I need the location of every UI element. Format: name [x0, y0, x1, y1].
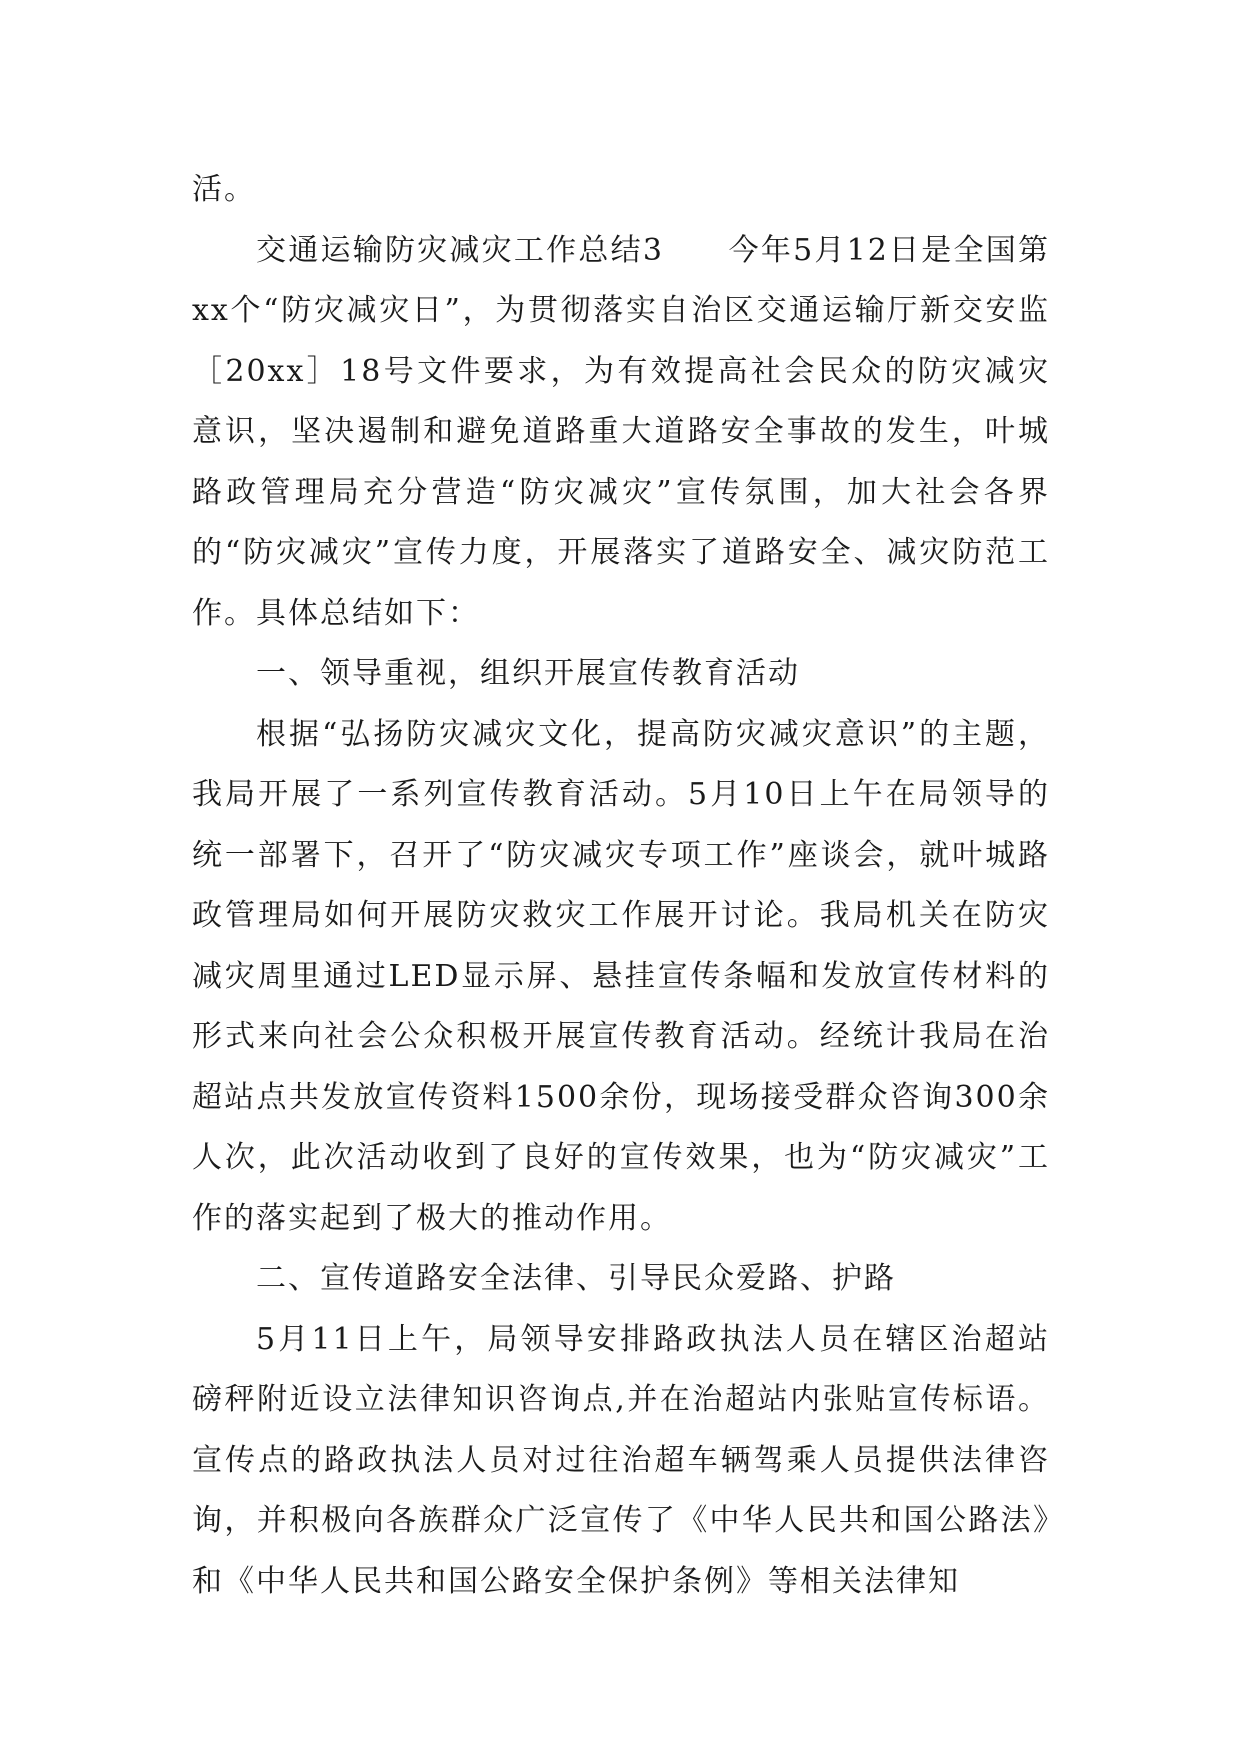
section-heading-1: 一、领导重视，组织开展宣传教育活动 [256, 656, 800, 691]
paragraph-continuation: 活。 [192, 172, 256, 207]
paragraph-section-1: 根据“弘扬防灾减灾文化，提高防灾减灾意识”的主题，我局开展了一系列宣传教育活动。5月10日上午在局领导的统一部署下，召开了“防灾减灾专项工作”座谈会，就叶城路政管理局如何开展防灾救灾工作展开讨论。我局机关在防灾减灾周里通过LED显示屏、悬挂宣传条幅和发放宣传材料的形式来向社会公众积极开展宣传教育活动。经统计我局在治超站点共发放宣传资料1500余份，现场接受群众咨询300余人次，此次活动收到了良好的宣传效果，也为“防灾减灾”工作的落实起到了极大的推动作用。 [192, 716, 1050, 1236]
paragraph-summary-intro: 交通运输防灾减灾工作总结3 今年5月12日是全国第xx个“防灾减灾日”，为贯彻落实自治区交通运输厅新交安监［20xx］18号文件要求，为有效提高社会民众的防灾减灾意识，坚决遏制和避免道路重大道路安全事故的发生，叶城路政管理局充分营造“防灾减灾”宣传氛围，加大社会各界的“防灾减灾”宣传力度，开展落实了道路安全、减灾防范工作。具体总结如下： [192, 232, 1050, 631]
paragraph-section-2: 5月11日上午，局领导安排路政执法人员在辖区治超站磅秤附近设立法律知识咨询点,并在治超站内张贴宣传标语。宣传点的路政执法人员对过往治超车辆驾乘人员提供法律咨询，并积极向各族群众广泛宣传了《中华人民共和国公路法》和《中华人民共和国公路安全保护条例》等相关法律知 [192, 1321, 1050, 1599]
section-heading-2: 二、宣传道路安全法律、引导民众爱路、护路 [256, 1261, 896, 1296]
document-body [192, 160, 1050, 1612]
